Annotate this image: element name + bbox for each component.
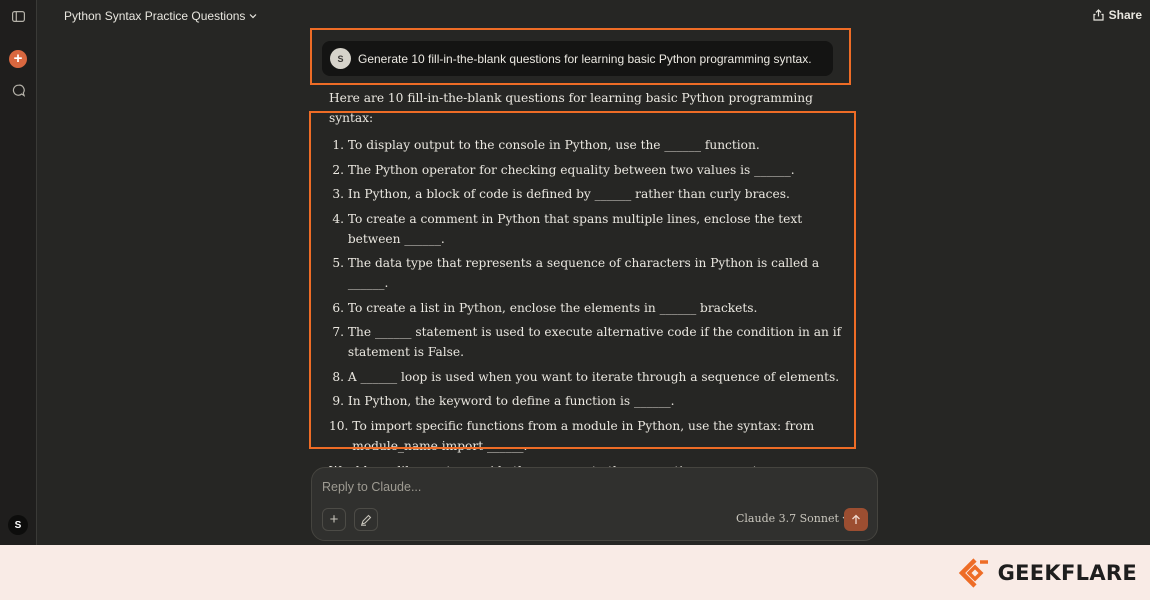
- reply-input[interactable]: [322, 480, 862, 494]
- question-number: 7.: [332, 325, 344, 339]
- highlight-box-response: [309, 111, 856, 449]
- chat-bubble-icon[interactable]: [9, 81, 27, 99]
- brand-name: GEEKFLARE: [997, 561, 1137, 585]
- question-text: The ______ statement is used to execute alternative code if the condition in an if statement is False.: [347, 325, 842, 359]
- question-number: 2.: [332, 162, 344, 177]
- chat-title-dropdown[interactable]: [64, 9, 257, 23]
- sidebar: [0, 0, 37, 545]
- share-button[interactable]: [1093, 8, 1142, 22]
- user-message-text: Generate 10 fill-in-the-blank questions for learning basic Python programming syntax.: [358, 51, 812, 66]
- send-button[interactable]: [844, 508, 868, 531]
- question-text: The Python operator for checking equality between two values is ______.: [347, 162, 795, 177]
- question-number: 10.: [329, 418, 349, 433]
- question-text: To create a comment in Python that spans multiple lines, enclose the text between ______.: [347, 211, 803, 246]
- sidebar-toggle-icon[interactable]: [9, 7, 27, 25]
- question-text: To create a list in Python, enclose the elements in ______ brackets.: [347, 300, 758, 315]
- question-number: 1.: [332, 138, 344, 152]
- tools-button[interactable]: [354, 508, 378, 531]
- chat-title: Python Syntax Practice Questions: [64, 9, 246, 23]
- question-number: 5.: [332, 256, 344, 270]
- add-attachment-button[interactable]: [322, 508, 346, 531]
- question-number: 8.: [332, 369, 344, 384]
- watermark-footer: [0, 545, 1150, 600]
- question-text: In Python, the keyword to define a function is ______.: [347, 394, 675, 408]
- response-intro: Here are 10 fill-in-the-blank questions for learning basic Python programming syntax:: [329, 91, 813, 125]
- chevron-down-icon: [249, 13, 257, 19]
- message-composer: [311, 467, 878, 541]
- share-icon: [1093, 9, 1104, 21]
- plus-icon: +: [13, 50, 23, 67]
- user-message-avatar: S: [330, 48, 351, 69]
- question-text: To import specific functions from a module in Python, use the syntax: from module_name import ______.: [352, 418, 815, 453]
- new-chat-button[interactable]: [9, 50, 27, 68]
- highlight-box-prompt: [310, 28, 851, 85]
- geekflare-logo: [958, 558, 1137, 588]
- plus-icon: +: [329, 511, 339, 528]
- user-avatar[interactable]: S: [8, 515, 28, 535]
- question-number: 3.: [332, 187, 344, 201]
- model-label: Claude 3.7 Sonnet: [736, 512, 839, 525]
- pen-tool-icon: [360, 514, 372, 526]
- geekflare-mark-icon: [958, 558, 992, 588]
- question-text: To display output to the console in Python, use the ______ function.: [347, 138, 760, 152]
- question-text: The data type that represents a sequence of characters in Python is called a ______.: [347, 256, 820, 290]
- question-number: 4.: [332, 211, 344, 226]
- question-text: A ______ loop is used when you want to iterate through a sequence of elements.: [347, 369, 840, 384]
- question-number: 9.: [332, 394, 344, 408]
- model-selector[interactable]: [736, 512, 849, 525]
- share-label: Share: [1108, 8, 1142, 22]
- question-number: 6.: [332, 300, 344, 315]
- arrow-up-icon: [851, 514, 861, 525]
- question-text: In Python, a block of code is defined by ______ rather than curly braces.: [347, 187, 790, 201]
